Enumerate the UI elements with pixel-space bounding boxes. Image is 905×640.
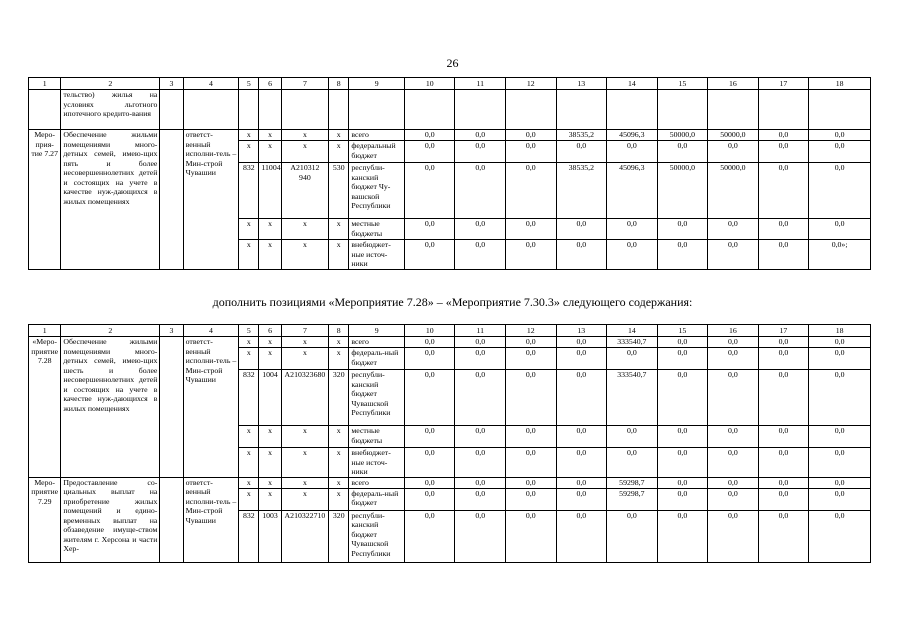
section-code: x bbox=[259, 337, 281, 348]
section-code: x bbox=[259, 426, 281, 448]
year-amount: 0,0 bbox=[404, 219, 455, 240]
column-number: 18 bbox=[809, 78, 871, 90]
column-number: 3 bbox=[160, 78, 183, 90]
column-number: 16 bbox=[708, 78, 759, 90]
year-amount: 0,0 bbox=[809, 141, 871, 163]
column-number: 13 bbox=[556, 78, 607, 90]
funding-source: всего bbox=[349, 477, 405, 488]
empty-cell bbox=[506, 90, 557, 130]
year-amount: 0,0 bbox=[708, 348, 759, 370]
empty-cell bbox=[160, 130, 183, 270]
year-amount: 0,0 bbox=[404, 448, 455, 478]
year-amount: 0,0 bbox=[708, 426, 759, 448]
year-amount: 0,0 bbox=[455, 163, 506, 219]
year-amount: 0,0 bbox=[809, 348, 871, 370]
year-amount: 0,0 bbox=[708, 477, 759, 488]
year-amount: 0,0 bbox=[607, 141, 658, 163]
year-amount: 0,0 bbox=[758, 141, 809, 163]
column-number: 17 bbox=[758, 325, 809, 337]
funding-source: федераль-ный бюджет bbox=[349, 348, 405, 370]
expense-type-code: x bbox=[329, 488, 349, 510]
year-amount: 0,0 bbox=[809, 477, 871, 488]
year-amount: 0,0 bbox=[556, 370, 607, 426]
year-amount: 0,0 bbox=[506, 163, 557, 219]
column-number: 10 bbox=[404, 325, 455, 337]
target-article-code: x bbox=[281, 348, 329, 370]
year-amount: 0,0 bbox=[758, 488, 809, 510]
year-amount: 0,0 bbox=[455, 141, 506, 163]
year-amount: 0,0 bbox=[657, 510, 708, 562]
year-amount: 0,0 bbox=[657, 348, 708, 370]
section-code: x bbox=[259, 219, 281, 240]
column-number-row bbox=[29, 78, 871, 90]
section-code: 1003 bbox=[259, 510, 281, 562]
section-code: x bbox=[259, 240, 281, 270]
year-amount: 0,0 bbox=[708, 370, 759, 426]
year-amount: 0,0 bbox=[758, 219, 809, 240]
column-number: 5 bbox=[239, 78, 259, 90]
year-amount: 0,0 bbox=[758, 510, 809, 562]
grbs-code: x bbox=[239, 240, 259, 270]
year-amount: 0,0 bbox=[708, 488, 759, 510]
column-number: 17 bbox=[758, 78, 809, 90]
column-number: 2 bbox=[61, 325, 160, 337]
year-amount: 0,0 bbox=[657, 219, 708, 240]
year-amount: 0,0 bbox=[506, 488, 557, 510]
column-number: 13 bbox=[556, 325, 607, 337]
year-amount: 0,0 bbox=[506, 141, 557, 163]
year-amount: 0,0 bbox=[404, 163, 455, 219]
year-amount: 0,0 bbox=[809, 448, 871, 478]
year-amount: 0,0 bbox=[758, 426, 809, 448]
year-amount: 0,0 bbox=[556, 348, 607, 370]
empty-cell bbox=[607, 90, 658, 130]
grbs-code: 832 bbox=[239, 510, 259, 562]
year-amount: 0,0 bbox=[657, 448, 708, 478]
column-number: 12 bbox=[506, 78, 557, 90]
column-number: 11 bbox=[455, 78, 506, 90]
target-article-code: x bbox=[281, 337, 329, 348]
grbs-code: x bbox=[239, 141, 259, 163]
year-amount: 0,0 bbox=[455, 510, 506, 562]
year-amount: 0,0 bbox=[506, 477, 557, 488]
year-amount: 0,0 bbox=[404, 337, 455, 348]
expense-type-code: 530 bbox=[329, 163, 349, 219]
year-amount: 0,0 bbox=[708, 141, 759, 163]
measure-name: Обеспечение жилыми помещениями много-детных семей, имею-щих шесть и более несовершеннолетних детей и состоящих на учете в качестве нуж-дающихся в жилых помещениях bbox=[61, 337, 160, 478]
column-number: 4 bbox=[183, 78, 239, 90]
empty-cell bbox=[29, 90, 61, 130]
year-amount: 0,0 bbox=[455, 448, 506, 478]
grbs-code: x bbox=[239, 477, 259, 488]
year-amount: 0,0 bbox=[455, 477, 506, 488]
year-amount: 0,0 bbox=[708, 219, 759, 240]
grbs-code: x bbox=[239, 426, 259, 448]
column-number: 15 bbox=[657, 325, 708, 337]
year-amount: 59298,7 bbox=[607, 477, 658, 488]
empty-cell bbox=[183, 90, 239, 130]
funding-source: местные бюджеты bbox=[349, 426, 405, 448]
empty-cell bbox=[349, 90, 405, 130]
column-number: 7 bbox=[281, 325, 329, 337]
column-number: 16 bbox=[708, 325, 759, 337]
grbs-code: x bbox=[239, 348, 259, 370]
budget-table-2 bbox=[28, 324, 871, 563]
grbs-code: x bbox=[239, 448, 259, 478]
year-amount: 0,0 bbox=[758, 448, 809, 478]
funding-source: внебюджет-ные источ-ники bbox=[349, 240, 405, 270]
column-number-row bbox=[29, 325, 871, 337]
year-amount: 0,0 bbox=[809, 426, 871, 448]
year-amount: 0,0 bbox=[657, 426, 708, 448]
funding-source: всего bbox=[349, 130, 405, 141]
empty-cell bbox=[455, 90, 506, 130]
year-amount: 0,0 bbox=[809, 337, 871, 348]
empty-cell bbox=[809, 90, 871, 130]
expense-type-code: x bbox=[329, 130, 349, 141]
empty-cell bbox=[404, 90, 455, 130]
year-amount: 45096,3 bbox=[607, 163, 658, 219]
column-number: 11 bbox=[455, 325, 506, 337]
grbs-code: x bbox=[239, 337, 259, 348]
year-amount: 0,0 bbox=[506, 219, 557, 240]
budget-table-1 bbox=[28, 77, 871, 270]
year-amount: 0,0 bbox=[455, 130, 506, 141]
executor-cell: ответст-венный исполни-тель – Мин-строй Чувашии bbox=[183, 130, 239, 270]
table-row bbox=[29, 477, 871, 488]
year-amount: 0,0 bbox=[758, 477, 809, 488]
year-amount: 0,0 bbox=[556, 477, 607, 488]
column-number: 5 bbox=[239, 325, 259, 337]
column-number: 10 bbox=[404, 78, 455, 90]
expense-type-code: 320 bbox=[329, 510, 349, 562]
funding-source: республи-канский бюджет Чувашской Республики bbox=[349, 370, 405, 426]
year-amount: 0,0 bbox=[657, 141, 708, 163]
year-amount: 0,0 bbox=[809, 488, 871, 510]
target-article-code: A210323680 bbox=[281, 370, 329, 426]
year-amount: 0,0 bbox=[607, 510, 658, 562]
column-number: 9 bbox=[349, 78, 405, 90]
year-amount: 0,0 bbox=[404, 130, 455, 141]
year-amount: 50000,0 bbox=[657, 163, 708, 219]
target-article-code: x bbox=[281, 426, 329, 448]
empty-cell bbox=[239, 90, 259, 130]
funding-source: республи-канский бюджет Чу-вашской Республики bbox=[349, 163, 405, 219]
year-amount: 0,0 bbox=[404, 510, 455, 562]
empty-cell bbox=[657, 90, 708, 130]
year-amount: 0,0 bbox=[404, 240, 455, 270]
column-number: 2 bbox=[61, 78, 160, 90]
table-row bbox=[29, 337, 871, 348]
expense-type-code: x bbox=[329, 141, 349, 163]
page-number: 26 bbox=[446, 56, 459, 70]
column-number: 18 bbox=[809, 325, 871, 337]
column-number: 7 bbox=[281, 78, 329, 90]
measure-name: Предоставление со-циальных выплат на приобретение жилых помещений и едино-временных выплат на обзаведение имуще-ством жителям г. Херсона и части Хер- bbox=[61, 477, 160, 562]
year-amount: 0,0 bbox=[404, 477, 455, 488]
year-amount: 0,0 bbox=[708, 337, 759, 348]
year-amount: 0,0 bbox=[758, 337, 809, 348]
year-amount: 0,0 bbox=[556, 337, 607, 348]
empty-cell bbox=[758, 90, 809, 130]
target-article-code: x bbox=[281, 141, 329, 163]
year-amount: 0,0 bbox=[455, 426, 506, 448]
year-amount: 0,0 bbox=[506, 426, 557, 448]
year-amount: 38535,2 bbox=[556, 163, 607, 219]
expense-type-code: x bbox=[329, 337, 349, 348]
year-amount: 0,0 bbox=[607, 240, 658, 270]
section-code: x bbox=[259, 448, 281, 478]
year-amount: 0,0 bbox=[607, 426, 658, 448]
year-amount: 0,0 bbox=[455, 348, 506, 370]
column-number: 15 bbox=[657, 78, 708, 90]
empty-cell bbox=[160, 90, 183, 130]
expense-type-code: x bbox=[329, 348, 349, 370]
measure-id: Меро-прия-тие 7.27 bbox=[29, 130, 61, 270]
year-amount: 0,0 bbox=[506, 510, 557, 562]
year-amount: 0,0 bbox=[455, 240, 506, 270]
funding-source: внебюджет-ные источ-ники bbox=[349, 448, 405, 478]
expense-type-code: x bbox=[329, 240, 349, 270]
year-amount: 0,0 bbox=[607, 448, 658, 478]
year-amount: 0,0 bbox=[506, 337, 557, 348]
empty-cell bbox=[259, 90, 281, 130]
empty-cell bbox=[160, 337, 183, 478]
year-amount: 0,0 bbox=[708, 240, 759, 270]
target-article-code: x bbox=[281, 477, 329, 488]
year-amount: 0,0 bbox=[404, 488, 455, 510]
year-amount: 0,0 bbox=[404, 141, 455, 163]
target-article-code: A210322710 bbox=[281, 510, 329, 562]
target-article-code: A210312 940 bbox=[281, 163, 329, 219]
year-amount: 0,0 bbox=[758, 130, 809, 141]
year-amount: 0,0 bbox=[809, 510, 871, 562]
funding-source: республи-канский бюджет Чувашской Республики bbox=[349, 510, 405, 562]
year-amount: 0,0 bbox=[404, 348, 455, 370]
year-amount: 0,0 bbox=[455, 488, 506, 510]
year-amount: 0,0 bbox=[708, 510, 759, 562]
year-amount: 0,0 bbox=[809, 219, 871, 240]
year-amount: 0,0 bbox=[556, 488, 607, 510]
grbs-code: 832 bbox=[239, 370, 259, 426]
continuation-row bbox=[29, 90, 871, 130]
column-number: 6 bbox=[259, 78, 281, 90]
year-amount: 45096,3 bbox=[607, 130, 658, 141]
year-amount: 0,0 bbox=[657, 477, 708, 488]
year-amount: 0,0 bbox=[657, 370, 708, 426]
year-amount: 0,0 bbox=[809, 130, 871, 141]
expense-type-code: x bbox=[329, 477, 349, 488]
year-amount: 333540,7 bbox=[607, 337, 658, 348]
funding-source: местные бюджеты bbox=[349, 219, 405, 240]
year-amount: 0,0 bbox=[404, 426, 455, 448]
funding-source: федераль-ный бюджет bbox=[349, 488, 405, 510]
year-amount: 0,0 bbox=[455, 337, 506, 348]
year-amount: 0,0 bbox=[556, 448, 607, 478]
funding-source: всего bbox=[349, 337, 405, 348]
year-amount: 0,0 bbox=[556, 219, 607, 240]
year-amount: 50000,0 bbox=[708, 163, 759, 219]
expense-type-code: 320 bbox=[329, 370, 349, 426]
empty-cell bbox=[708, 90, 759, 130]
year-amount: 0,0 bbox=[404, 370, 455, 426]
expense-type-code: x bbox=[329, 426, 349, 448]
measure-id: Меро-приятие 7.29 bbox=[29, 477, 61, 562]
grbs-code: x bbox=[239, 130, 259, 141]
year-amount: 0,0 bbox=[506, 448, 557, 478]
section-code: x bbox=[259, 130, 281, 141]
year-amount: 59298,7 bbox=[607, 488, 658, 510]
empty-cell bbox=[329, 90, 349, 130]
column-number: 6 bbox=[259, 325, 281, 337]
measure-name-continued: тельство) жилья на условиях льготного ипотечного кредито-вания bbox=[61, 90, 160, 130]
year-amount: 333540,7 bbox=[607, 370, 658, 426]
year-amount: 0,0 bbox=[758, 163, 809, 219]
year-amount: 0,0 bbox=[809, 370, 871, 426]
year-amount: 0,0 bbox=[708, 448, 759, 478]
amendment-text: дополнить позициями «Мероприятие 7.28» – «Мероприятие 7.30.3» следующего содержания: bbox=[212, 295, 693, 309]
year-amount: 38535,2 bbox=[556, 130, 607, 141]
funding-source: федеральный бюджет bbox=[349, 141, 405, 163]
year-amount: 0,0»; bbox=[809, 240, 871, 270]
column-number: 14 bbox=[607, 78, 658, 90]
year-amount: 0,0 bbox=[556, 141, 607, 163]
target-article-code: x bbox=[281, 219, 329, 240]
year-amount: 0,0 bbox=[657, 240, 708, 270]
empty-cell bbox=[556, 90, 607, 130]
year-amount: 50000,0 bbox=[708, 130, 759, 141]
grbs-code: 832 bbox=[239, 163, 259, 219]
column-number: 9 bbox=[349, 325, 405, 337]
section-code: x bbox=[259, 348, 281, 370]
measure-name: Обеспечение жильми помещениями много-детных семей, имею-щих пять и более несовершеннолетних детей и состоящих на учете в качестве нуж-дающихся в жилых помещениях bbox=[61, 130, 160, 270]
expense-type-code: x bbox=[329, 219, 349, 240]
year-amount: 0,0 bbox=[506, 348, 557, 370]
year-amount: 0,0 bbox=[506, 370, 557, 426]
executor-cell: ответст-венный исполни-тель – Мин-строй Чувашии bbox=[183, 477, 239, 562]
year-amount: 0,0 bbox=[506, 240, 557, 270]
section-code: x bbox=[259, 488, 281, 510]
year-amount: 0,0 bbox=[556, 426, 607, 448]
section-code: x bbox=[259, 477, 281, 488]
year-amount: 0,0 bbox=[506, 130, 557, 141]
column-number: 1 bbox=[29, 325, 61, 337]
expense-type-code: x bbox=[329, 448, 349, 478]
year-amount: 0,0 bbox=[758, 240, 809, 270]
column-number: 8 bbox=[329, 325, 349, 337]
target-article-code: x bbox=[281, 488, 329, 510]
measure-id: «Меро-приятие 7.28 bbox=[29, 337, 61, 478]
target-article-code: x bbox=[281, 240, 329, 270]
year-amount: 0,0 bbox=[607, 219, 658, 240]
table-row bbox=[29, 130, 871, 141]
section-code: 1004 bbox=[259, 370, 281, 426]
empty-cell bbox=[160, 477, 183, 562]
section-code: 11004 bbox=[259, 163, 281, 219]
year-amount: 0,0 bbox=[758, 348, 809, 370]
executor-cell: ответст-венный исполни-тель – Мин-строй Чувашии bbox=[183, 337, 239, 478]
column-number: 8 bbox=[329, 78, 349, 90]
year-amount: 0,0 bbox=[556, 510, 607, 562]
year-amount: 0,0 bbox=[657, 337, 708, 348]
column-number: 14 bbox=[607, 325, 658, 337]
grbs-code: x bbox=[239, 219, 259, 240]
year-amount: 0,0 bbox=[607, 348, 658, 370]
target-article-code: x bbox=[281, 448, 329, 478]
column-number: 1 bbox=[29, 78, 61, 90]
year-amount: 0,0 bbox=[455, 219, 506, 240]
empty-cell bbox=[281, 90, 329, 130]
section-code: x bbox=[259, 141, 281, 163]
year-amount: 0,0 bbox=[758, 370, 809, 426]
year-amount: 0,0 bbox=[455, 370, 506, 426]
year-amount: 0,0 bbox=[657, 488, 708, 510]
column-number: 3 bbox=[160, 325, 183, 337]
year-amount: 0,0 bbox=[809, 163, 871, 219]
year-amount: 0,0 bbox=[556, 240, 607, 270]
column-number: 4 bbox=[183, 325, 239, 337]
grbs-code: x bbox=[239, 488, 259, 510]
year-amount: 50000,0 bbox=[657, 130, 708, 141]
target-article-code: x bbox=[281, 130, 329, 141]
column-number: 12 bbox=[506, 325, 557, 337]
